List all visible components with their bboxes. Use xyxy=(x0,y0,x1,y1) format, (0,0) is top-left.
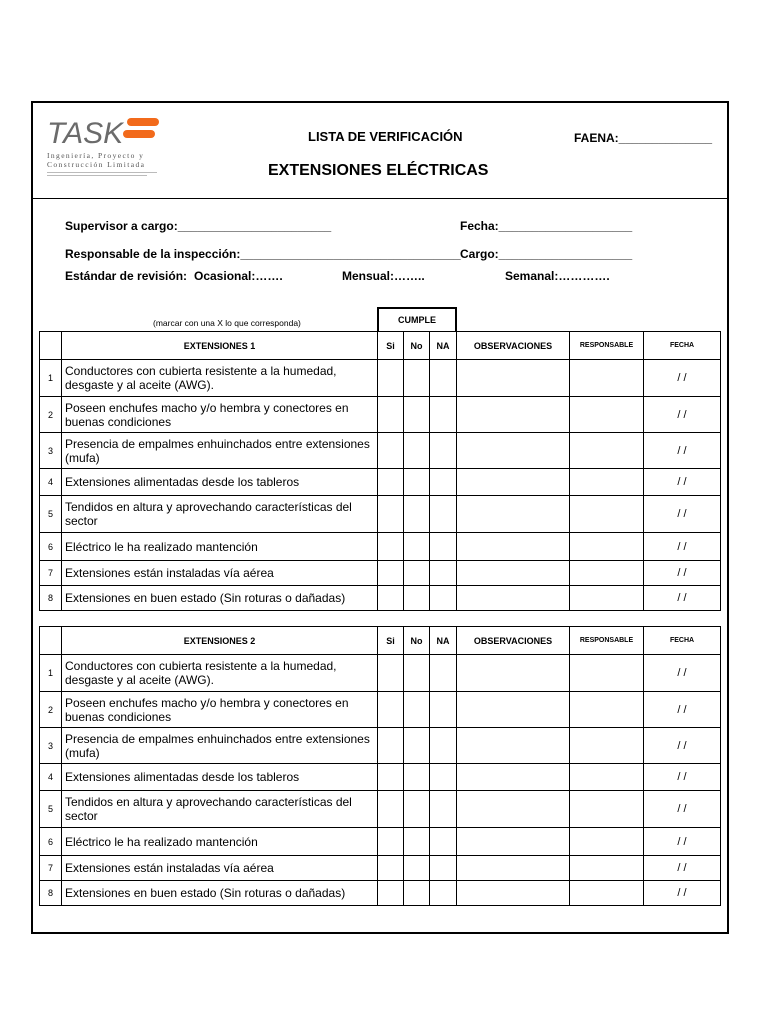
row-number: 2 xyxy=(40,692,62,728)
row-description: Presencia de empalmes enhuinchados entre extensiones (mufa) xyxy=(62,728,378,764)
row-description: Eléctrico le ha realizado mantención xyxy=(62,533,378,561)
observaciones-cell[interactable] xyxy=(457,360,570,397)
na-checkbox-cell[interactable] xyxy=(430,561,457,586)
si-checkbox-cell[interactable] xyxy=(378,692,404,728)
header-num xyxy=(40,627,62,655)
row-description: Tendidos en altura y aprovechando características del sector xyxy=(62,496,378,533)
table-row xyxy=(40,533,721,561)
observaciones-cell[interactable] xyxy=(457,433,570,469)
logo-wordmark: TASK xyxy=(47,117,124,150)
table-row xyxy=(40,360,721,397)
table-row xyxy=(40,655,721,692)
row-description: Poseen enchufes macho y/o hembra y conectores en buenas condiciones xyxy=(62,397,378,433)
no-checkbox-cell[interactable] xyxy=(404,561,430,586)
na-checkbox-cell[interactable] xyxy=(430,856,457,881)
observaciones-cell[interactable] xyxy=(457,655,570,692)
observaciones-cell[interactable] xyxy=(457,496,570,533)
row-description: Conductores con cubierta resistente a la humedad, desgaste y al aceite (AWG). xyxy=(62,360,378,397)
header-si: Si xyxy=(378,332,404,360)
row-description: Extensiones están instaladas vía aérea xyxy=(62,561,378,586)
header-no: No xyxy=(404,332,430,360)
na-checkbox-cell[interactable] xyxy=(430,881,457,906)
observaciones-cell[interactable] xyxy=(457,533,570,561)
header-fecha: FECHA xyxy=(644,332,721,360)
no-checkbox-cell[interactable] xyxy=(404,469,430,496)
no-checkbox-cell[interactable] xyxy=(404,881,430,906)
observaciones-cell[interactable] xyxy=(457,791,570,828)
fecha-cell[interactable]: / / xyxy=(644,881,721,906)
si-checkbox-cell[interactable] xyxy=(378,828,404,856)
no-checkbox-cell[interactable] xyxy=(404,856,430,881)
observaciones-cell[interactable] xyxy=(457,561,570,586)
responsable-cell[interactable] xyxy=(570,469,644,496)
row-number: 3 xyxy=(40,728,62,764)
checklist-table-2 xyxy=(39,626,721,906)
fecha-cell[interactable]: / / xyxy=(644,655,721,692)
logo-subtitle xyxy=(47,151,172,169)
si-checkbox-cell[interactable] xyxy=(378,433,404,469)
document-subtitle: EXTENSIONES ELÉCTRICAS xyxy=(268,162,489,179)
responsable-cell[interactable] xyxy=(570,397,644,433)
no-checkbox-cell[interactable] xyxy=(404,586,430,611)
monthly-option[interactable]: Mensual:…….. xyxy=(342,269,425,283)
header-observaciones: OBSERVACIONES xyxy=(457,332,570,360)
na-checkbox-cell[interactable] xyxy=(430,360,457,397)
header-responsable: RESPONSABLE xyxy=(570,627,644,655)
responsable-cell[interactable] xyxy=(570,764,644,791)
fecha-cell[interactable]: / / xyxy=(644,397,721,433)
responsable-cell[interactable] xyxy=(570,728,644,764)
table-row xyxy=(40,856,721,881)
row-number: 5 xyxy=(40,496,62,533)
table-row xyxy=(40,881,721,906)
fecha-cell[interactable]: / / xyxy=(644,791,721,828)
instructions-note: (marcar con una X lo que corresponda) xyxy=(153,318,301,328)
no-checkbox-cell[interactable] xyxy=(404,496,430,533)
table-row xyxy=(40,728,721,764)
observaciones-cell[interactable] xyxy=(457,764,570,791)
observaciones-cell[interactable] xyxy=(457,728,570,764)
observaciones-cell[interactable] xyxy=(457,692,570,728)
table-header-row xyxy=(40,627,721,655)
observaciones-cell[interactable] xyxy=(457,856,570,881)
document-title: LISTA DE VERIFICACIÓN xyxy=(308,129,463,144)
na-checkbox-cell[interactable] xyxy=(430,728,457,764)
no-checkbox-cell[interactable] xyxy=(404,692,430,728)
row-description: Extensiones en buen estado (Sin roturas o dañadas) xyxy=(62,881,378,906)
observaciones-cell[interactable] xyxy=(457,586,570,611)
na-checkbox-cell[interactable] xyxy=(430,828,457,856)
na-checkbox-cell[interactable] xyxy=(430,655,457,692)
table-row xyxy=(40,764,721,791)
si-checkbox-cell[interactable] xyxy=(378,728,404,764)
logo-subtitle-line-2: Construcción Limitada xyxy=(47,160,146,169)
responsable-cell[interactable] xyxy=(570,586,644,611)
fecha-cell[interactable]: / / xyxy=(644,496,721,533)
fecha-cell[interactable]: / / xyxy=(644,360,721,397)
row-description: Extensiones están instaladas vía aérea xyxy=(62,856,378,881)
observaciones-cell[interactable] xyxy=(457,881,570,906)
row-description: Extensiones en buen estado (Sin roturas o dañadas) xyxy=(62,586,378,611)
row-description: Eléctrico le ha realizado mantención xyxy=(62,828,378,856)
fecha-cell[interactable]: / / xyxy=(644,469,721,496)
table-row xyxy=(40,828,721,856)
si-checkbox-cell[interactable] xyxy=(378,856,404,881)
fecha-cell[interactable]: / / xyxy=(644,692,721,728)
na-checkbox-cell[interactable] xyxy=(430,433,457,469)
si-checkbox-cell[interactable] xyxy=(378,533,404,561)
na-checkbox-cell[interactable] xyxy=(430,764,457,791)
na-checkbox-cell[interactable] xyxy=(430,791,457,828)
si-checkbox-cell[interactable] xyxy=(378,655,404,692)
responsable-cell[interactable] xyxy=(570,881,644,906)
weekly-option[interactable]: Semanal:…………. xyxy=(505,269,610,283)
logo-bar-top xyxy=(127,118,159,126)
table-row xyxy=(40,586,721,611)
row-number: 7 xyxy=(40,856,62,881)
header-na: NA xyxy=(430,332,457,360)
si-checkbox-cell[interactable] xyxy=(378,764,404,791)
no-checkbox-cell[interactable] xyxy=(404,655,430,692)
fecha-cell[interactable]: / / xyxy=(644,586,721,611)
header-si: Si xyxy=(378,627,404,655)
fecha-cell[interactable]: / / xyxy=(644,728,721,764)
row-number: 8 xyxy=(40,586,62,611)
row-description: Poseen enchufes macho y/o hembra y conectores en buenas condiciones xyxy=(62,692,378,728)
date-field[interactable]: Fecha:____________________ xyxy=(460,219,633,233)
faena-field[interactable]: FAENA:______________ xyxy=(574,131,713,145)
row-number: 4 xyxy=(40,469,62,496)
row-number: 7 xyxy=(40,561,62,586)
row-number: 5 xyxy=(40,791,62,828)
table-header-row xyxy=(40,332,721,360)
fecha-cell[interactable]: / / xyxy=(644,828,721,856)
na-checkbox-cell[interactable] xyxy=(430,533,457,561)
si-checkbox-cell[interactable] xyxy=(378,397,404,433)
row-number: 4 xyxy=(40,764,62,791)
responsable-cell[interactable] xyxy=(570,360,644,397)
logo-subtitle-line-1: Ingeniería, Proyecto y xyxy=(47,151,145,160)
fecha-cell[interactable]: / / xyxy=(644,764,721,791)
si-checkbox-cell[interactable] xyxy=(378,496,404,533)
si-checkbox-cell[interactable] xyxy=(378,561,404,586)
responsable-cell[interactable] xyxy=(570,791,644,828)
logo-fine-print xyxy=(47,171,172,176)
na-checkbox-cell[interactable] xyxy=(430,586,457,611)
occasional-option[interactable]: Ocasional:……. xyxy=(194,269,283,283)
responsable-cell[interactable] xyxy=(570,433,644,469)
si-checkbox-cell[interactable] xyxy=(378,360,404,397)
no-checkbox-cell[interactable] xyxy=(404,433,430,469)
row-description: Extensiones alimentadas desde los tableros xyxy=(62,469,378,496)
table-row xyxy=(40,791,721,828)
no-checkbox-cell[interactable] xyxy=(404,360,430,397)
observaciones-cell[interactable] xyxy=(457,397,570,433)
no-checkbox-cell[interactable] xyxy=(404,791,430,828)
si-checkbox-cell[interactable] xyxy=(378,791,404,828)
inspector-field[interactable]: Responsable de la inspección:_________________________________ xyxy=(65,247,461,261)
review-standard-label: Estándar de revisión: xyxy=(65,269,188,283)
responsable-cell[interactable] xyxy=(570,561,644,586)
responsable-cell[interactable] xyxy=(570,828,644,856)
row-description: Conductores con cubierta resistente a la humedad, desgaste y al aceite (AWG). xyxy=(62,655,378,692)
na-checkbox-cell[interactable] xyxy=(430,469,457,496)
responsable-cell[interactable] xyxy=(570,655,644,692)
responsable-cell[interactable] xyxy=(570,533,644,561)
supervisor-field[interactable]: Supervisor a cargo:_______________________ xyxy=(65,219,332,233)
responsable-cell[interactable] xyxy=(570,496,644,533)
responsable-cell[interactable] xyxy=(570,692,644,728)
row-number: 3 xyxy=(40,433,62,469)
header-observaciones: OBSERVACIONES xyxy=(457,627,570,655)
row-description: Tendidos en altura y aprovechando características del sector xyxy=(62,791,378,828)
fecha-cell[interactable]: / / xyxy=(644,533,721,561)
table-row xyxy=(40,561,721,586)
fecha-cell[interactable]: / / xyxy=(644,561,721,586)
row-number: 1 xyxy=(40,360,62,397)
task-logo-graphic xyxy=(47,115,167,151)
header-no: No xyxy=(404,627,430,655)
fecha-cell[interactable]: / / xyxy=(644,856,721,881)
na-checkbox-cell[interactable] xyxy=(430,496,457,533)
fecha-cell[interactable]: / / xyxy=(644,433,721,469)
si-checkbox-cell[interactable] xyxy=(378,469,404,496)
no-checkbox-cell[interactable] xyxy=(404,764,430,791)
cumple-header: CUMPLE xyxy=(377,307,457,332)
logo-bar-bottom xyxy=(123,130,155,138)
company-logo xyxy=(47,115,167,177)
table-row xyxy=(40,692,721,728)
header-item: EXTENSIONES 1 xyxy=(62,332,378,360)
si-checkbox-cell[interactable] xyxy=(378,586,404,611)
row-description: Presencia de empalmes enhuinchados entre extensiones (mufa) xyxy=(62,433,378,469)
observaciones-cell[interactable] xyxy=(457,469,570,496)
checklist-table-1 xyxy=(39,331,721,611)
header-responsable: RESPONSABLE xyxy=(570,332,644,360)
no-checkbox-cell[interactable] xyxy=(404,828,430,856)
si-checkbox-cell[interactable] xyxy=(378,881,404,906)
header-num xyxy=(40,332,62,360)
row-number: 8 xyxy=(40,881,62,906)
no-checkbox-cell[interactable] xyxy=(404,533,430,561)
table-row xyxy=(40,469,721,496)
na-checkbox-cell[interactable] xyxy=(430,397,457,433)
row-number: 2 xyxy=(40,397,62,433)
row-number: 6 xyxy=(40,828,62,856)
row-description: Extensiones alimentadas desde los tableros xyxy=(62,764,378,791)
na-checkbox-cell[interactable] xyxy=(430,692,457,728)
position-field[interactable]: Cargo:____________________ xyxy=(460,247,633,261)
no-checkbox-cell[interactable] xyxy=(404,397,430,433)
row-number: 6 xyxy=(40,533,62,561)
no-checkbox-cell[interactable] xyxy=(404,728,430,764)
header-na: NA xyxy=(430,627,457,655)
row-number: 1 xyxy=(40,655,62,692)
responsable-cell[interactable] xyxy=(570,856,644,881)
table-row xyxy=(40,397,721,433)
table-row xyxy=(40,433,721,469)
header-item: EXTENSIONES 2 xyxy=(62,627,378,655)
header-fecha: FECHA xyxy=(644,627,721,655)
header-divider xyxy=(33,198,727,199)
table-row xyxy=(40,496,721,533)
observaciones-cell[interactable] xyxy=(457,828,570,856)
